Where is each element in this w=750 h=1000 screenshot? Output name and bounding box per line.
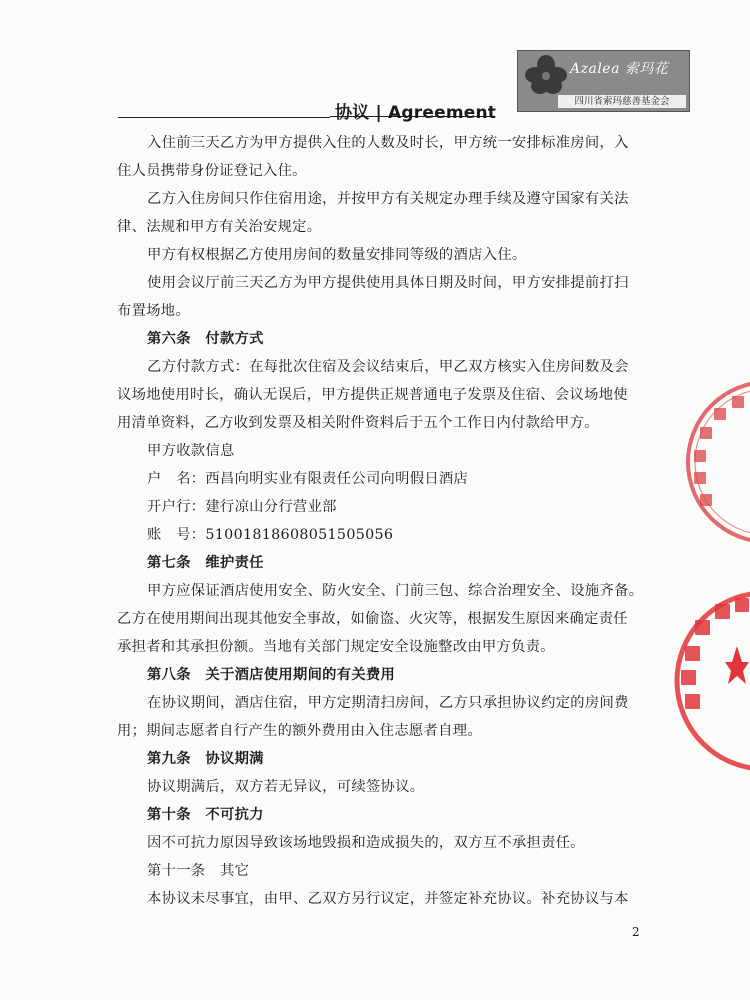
- body-line: 用清单资料，乙方收到发票及相关附件资料后于五个工作日内付款给甲方。: [117, 415, 599, 431]
- body-line: 在协议期间，酒店住宿，甲方定期清扫房间，乙方只承担协议约定的房间费: [147, 695, 629, 711]
- section-heading: 第八条 关于酒店使用期间的有关费用: [147, 667, 396, 683]
- section-heading: 第九条 协议期满: [147, 751, 264, 767]
- body-line: 住人员携带身份证登记入住。: [117, 163, 307, 179]
- section-heading-plain: 第十一条 其它: [147, 863, 250, 879]
- foundation-logo: [517, 50, 690, 112]
- account-bank: 开户行：建行凉山分行营业部: [147, 499, 337, 515]
- foundation-seal-lower: [655, 586, 750, 776]
- account-number: 账 号：51001818608051505056: [147, 527, 394, 543]
- body-line: 议场地使用时长，确认无误后，甲方提供正规普通电子发票及住宿、会议场地使: [117, 387, 628, 403]
- logo-name: Azalea 索玛花: [570, 61, 669, 77]
- body-line: 因不可抗力原因导致该场地毁损和造成损失的，双方互不承担责任。: [147, 835, 585, 851]
- body-line: 使用会议厅前三天乙方为甲方提供使用具体日期及时间，甲方安排提前打扫: [147, 275, 629, 291]
- body-line: 甲方应保证酒店使用安全、防火安全、门前三包、综合治理安全、设施齐备。: [147, 583, 644, 599]
- body-line: 甲方有权根据乙方使用房间的数量安排同等级的酒店入住。: [147, 247, 527, 263]
- body-line: 协议期满后，双方若无异议，可续签协议。: [147, 779, 425, 795]
- body-line: 乙方在使用期间出现其他安全事故，如偷盗、火灾等，根据发生原因来确定责任: [117, 611, 628, 627]
- section-heading: 第六条 付款方式: [147, 331, 264, 347]
- section-heading: 第七条 维护责任: [147, 555, 264, 571]
- page-number: 2: [632, 925, 640, 939]
- header-title: 协议 | Agreement: [335, 103, 497, 123]
- body-line: 律、法规和甲方有关治安规定。: [117, 219, 322, 235]
- body-line: 承担者和其承担份额。当地有关部门规定安全设施整改由甲方负责。: [117, 639, 555, 655]
- body-line: 布置场地。: [117, 303, 190, 319]
- body-line: 乙方入住房间只作住宿用途，并按甲方有关规定办理手续及遵守国家有关法: [147, 191, 629, 207]
- body-line: 甲方收款信息: [147, 443, 235, 459]
- azalea-flower-icon: [522, 53, 570, 97]
- body-line: 本协议未尽事宜，由甲、乙双方另行议定，并签定补充协议。补充协议与本: [147, 891, 629, 907]
- logo-subtitle: 四川省索玛慈善基金会: [558, 95, 686, 108]
- company-seal-upper: [680, 372, 750, 552]
- section-heading: 第十条 不可抗力: [147, 807, 264, 823]
- body-line: 用；期间志愿者自行产生的额外费用由入住志愿者自理。: [117, 723, 482, 739]
- body-line: 入住前三天乙方为甲方提供入住的人数及时长，甲方统一安排标准房间，入: [147, 135, 629, 151]
- header-rule-left: [118, 117, 330, 118]
- body-line: 乙方付款方式：在每批次住宿及会议结束后，甲乙双方核实入住房间数及会: [147, 359, 629, 375]
- account-name: 户 名：西昌向明实业有限责任公司向明假日酒店: [147, 471, 469, 487]
